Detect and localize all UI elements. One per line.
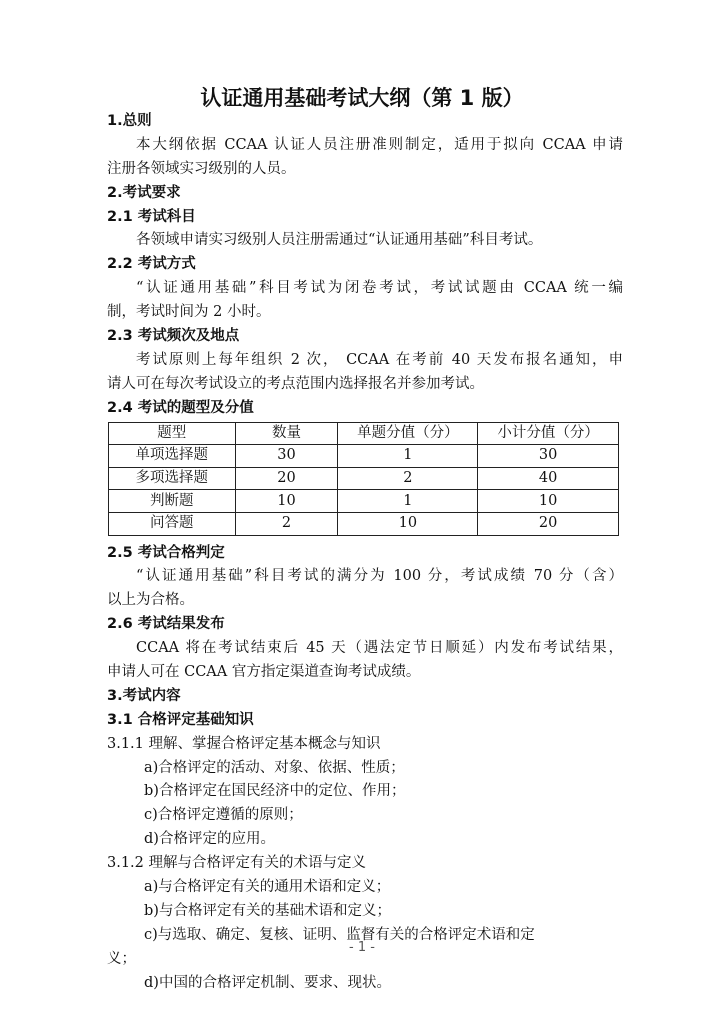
- table-cell: 10: [235, 490, 338, 513]
- table-header-row: [109, 422, 619, 445]
- table-cell: 40: [478, 467, 619, 490]
- table-header-cell: 数量: [235, 422, 338, 445]
- paragraph-line: 申请人可在 CCAA 官方指定渠道查询考试成绩。: [107, 664, 421, 681]
- table-row: [109, 512, 619, 535]
- document-title: 认证通用基础考试大纲（第 1 版）: [200, 86, 524, 110]
- subsection-heading: 2.3 考试频次及地点: [107, 328, 240, 345]
- paragraph-line: 注册各领域实习级别的人员。: [107, 160, 296, 177]
- table-cell: 30: [235, 445, 338, 468]
- subsection-heading: 2.5 考试合格判定: [107, 544, 225, 561]
- section-heading: 3.考试内容: [107, 687, 181, 704]
- table-cell: 10: [338, 512, 478, 535]
- list-item: b)与合格评定有关的基础术语和定义；: [144, 902, 391, 919]
- paragraph-line: 本大纲依据 CCAA 认证人员注册准则制定，适用于拟向 CCAA 申请: [136, 136, 623, 153]
- list-item: a)与合格评定有关的通用术语和定义；: [144, 879, 391, 896]
- paragraph-line: “认证通用基础”科目考试为闭卷考试，考试试题由 CCAA 统一编: [136, 280, 623, 297]
- table-cell: 20: [478, 512, 619, 535]
- list-item: b)合格评定在国民经济中的定位、作用；: [144, 783, 406, 800]
- table-cell: 30: [478, 445, 619, 468]
- table-cell: 10: [478, 490, 619, 513]
- table-cell: 1: [338, 445, 478, 468]
- subsection-heading: 2.4 考试的题型及分值: [107, 399, 254, 416]
- list-item: d)合格评定的应用。: [144, 831, 275, 848]
- subsection-heading: 2.1 考试科目: [107, 208, 196, 225]
- paragraph-line: CCAA 将在考试结束后 45 天（遇法定节日顺延）内发布考试结果，: [136, 640, 623, 657]
- table-cell: 多项选择题: [109, 467, 236, 490]
- paragraph-line: 各领域申请实习级别人员注册需通过“认证通用基础”科目考试。: [136, 232, 543, 249]
- list-item: c)与选取、确定、复核、证明、监督有关的合格评定术语和定: [144, 926, 535, 943]
- table-cell: 问答题: [109, 512, 236, 535]
- table-cell: 1: [338, 490, 478, 513]
- page-number: - 1 -: [349, 940, 375, 955]
- table-row: [109, 445, 619, 468]
- paragraph-line: 制，考试时间为 2 小时。: [107, 304, 271, 321]
- table-cell: 2: [235, 512, 338, 535]
- table-cell: 单项选择题: [109, 445, 236, 468]
- section-heading: 2.考试要求: [107, 184, 181, 201]
- table-cell: 2: [338, 467, 478, 490]
- paragraph-line: “认证通用基础”科目考试的满分为 100 分，考试成绩 70 分（含）: [136, 568, 623, 585]
- table-header-cell: 题型: [109, 422, 236, 445]
- table-cell: 20: [235, 467, 338, 490]
- list-item: a)合格评定的活动、对象、依据、性质；: [144, 759, 405, 776]
- subsection-heading: 2.2 考试方式: [107, 256, 196, 273]
- list-item: d)中国的合格评定机制、要求、现状。: [144, 974, 391, 991]
- table-cell: 判断题: [109, 490, 236, 513]
- table-header-cell: 小计分值（分）: [478, 422, 619, 445]
- subsection-heading: 3.1 合格评定基础知识: [107, 711, 254, 728]
- paragraph-line: 请人可在每次考试设立的考点范围内选择报名并参加考试。: [107, 375, 484, 392]
- question-type-table: [108, 422, 619, 536]
- list-item: c)合格评定遵循的原则；: [144, 807, 303, 824]
- table-row: [109, 490, 619, 513]
- clause-line: 3.1.2 理解与合格评定有关的术语与定义: [107, 855, 367, 872]
- paragraph-line: 考试原则上每年组织 2 次， CCAA 在考前 40 天发布报名通知，申: [136, 351, 623, 368]
- clause-line: 3.1.1 理解、掌握合格评定基本概念与知识: [107, 735, 381, 752]
- list-item-continuation: 义；: [107, 950, 136, 967]
- table-header-cell: 单题分值（分）: [338, 422, 478, 445]
- section-heading: 1.总则: [107, 113, 152, 129]
- question-type-table-wrapper: [107, 421, 623, 542]
- subsection-heading: 2.6 考试结果发布: [107, 616, 225, 633]
- paragraph-line: 以上为合格。: [107, 592, 194, 609]
- table-row: [109, 467, 619, 490]
- document-body: [107, 110, 623, 996]
